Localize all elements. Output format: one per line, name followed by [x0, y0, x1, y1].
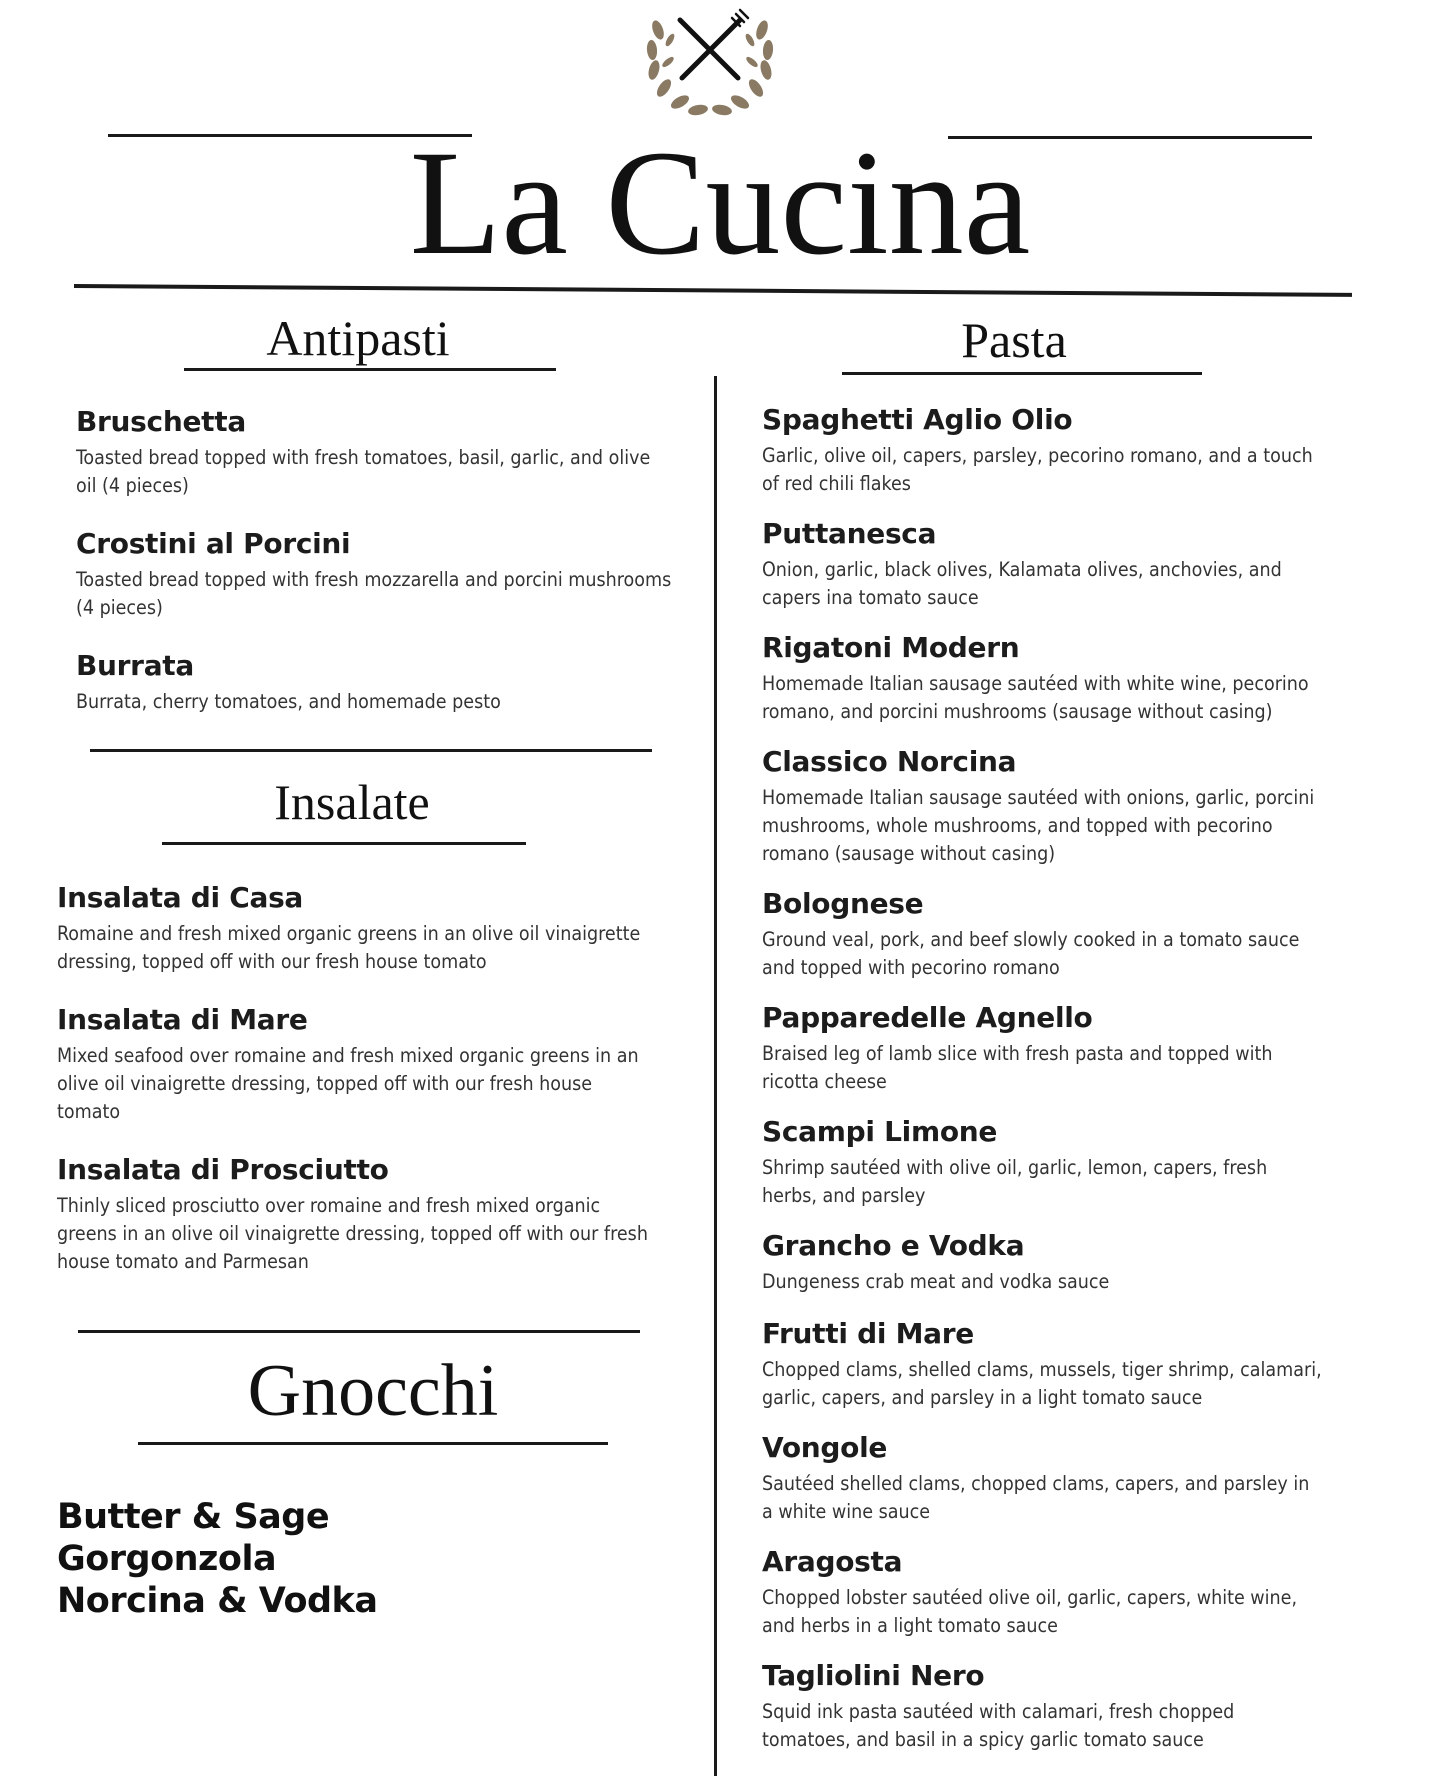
crossed-fork-knife-laurel-icon: [640, 0, 780, 125]
menu-item: [762, 1544, 1322, 1658]
item-name: Papparedelle Agnello: [762, 1001, 1093, 1034]
menu-item: [76, 526, 676, 648]
menu-item: [57, 880, 657, 1002]
item-description: Ground veal, pork, and beef slowly cooked in a tomato sauce and topped with pecorino romano: [762, 928, 1300, 979]
item-description: Homemade Italian sausage sautéed with white wine, pecorino romano, and porcini mushrooms (sausage without casing): [762, 672, 1309, 723]
item-name: Insalata di Casa: [57, 881, 304, 914]
antipasti-list: [76, 404, 676, 716]
menu-item: [762, 1430, 1322, 1544]
item-name: Puttanesca: [762, 517, 937, 550]
antipasti-underline: [184, 368, 556, 371]
item-name: Frutti di Mare: [762, 1317, 974, 1350]
insalate-underline: [162, 842, 526, 845]
menu-item: [762, 1228, 1322, 1316]
item-name: Bruschetta: [76, 405, 246, 438]
menu-item: [762, 402, 1322, 516]
logo: [640, 0, 780, 125]
item-description: Squid ink pasta sautéed with calamari, fresh chopped tomatoes, and basil in a spicy garlic tomato sauce: [762, 1700, 1235, 1751]
item-name: Aragosta: [762, 1545, 903, 1578]
item-description: Homemade Italian sausage sautéed with onions, garlic, porcini mushrooms, whole mushrooms, and topped with pecorino romano (sausage without casing): [762, 786, 1315, 865]
item-name: Classico Norcina: [762, 745, 1017, 778]
menu-item: [76, 404, 676, 526]
item-name: Insalata di Prosciutto: [57, 1153, 389, 1186]
item-name: Rigatoni Modern: [762, 631, 1020, 664]
item-description: Shrimp sautéed with olive oil, garlic, lemon, capers, fresh herbs, and parsley: [762, 1156, 1268, 1207]
item-description: Chopped clams, shelled clams, mussels, tiger shrimp, calamari, garlic, capers, and parsley in a light tomato sauce: [762, 1358, 1322, 1409]
item-name: Bolognese: [762, 887, 924, 920]
item-description: Braised leg of lamb slice with fresh pasta and topped with ricotta cheese: [762, 1042, 1273, 1093]
menu-item: [762, 1000, 1322, 1114]
gnocchi-list: [57, 1496, 657, 1622]
item-description: Sautéed shelled clams, chopped clams, capers, and parsley in a white wine sauce: [762, 1472, 1310, 1523]
menu-item: [76, 648, 676, 716]
section-title-pasta: Pasta: [961, 312, 1067, 368]
item-name: Spaghetti Aglio Olio: [762, 403, 1073, 436]
section-title-insalate: Insalate: [274, 774, 430, 830]
menu-item: [762, 1316, 1322, 1430]
item-description: Mixed seafood over romaine and fresh mixed organic greens in an olive oil vinaigrette dressing, topped off with our fresh house tomato: [57, 1044, 639, 1123]
menu-item: [762, 1658, 1322, 1754]
item-description: Romaine and fresh mixed organic greens in an olive oil vinaigrette dressing, topped off with our fresh house tomato: [57, 922, 641, 973]
restaurant-title: La Cucina: [409, 120, 1031, 286]
section-title-antipasti: Antipasti: [266, 310, 450, 366]
item-description: Toasted bread topped with fresh mozzarella and porcini mushrooms (4 pieces): [76, 568, 672, 619]
item-name: Grancho e Vodka: [762, 1229, 1025, 1262]
item-description: Onion, garlic, black olives, Kalamata olives, anchovies, and capers ina tomato sauce: [762, 558, 1282, 609]
gnocchi-item: Norcina & Vodka: [57, 1581, 378, 1621]
pasta-underline: [842, 372, 1202, 375]
item-description: Thinly sliced prosciutto over romaine and fresh mixed organic greens in an olive oil vinaigrette dressing, topped off with our fresh house tomato and Parmesan: [57, 1194, 648, 1273]
item-description: Chopped lobster sautéed olive oil, garlic, capers, white wine, and herbs in a light tomato sauce: [762, 1586, 1298, 1637]
item-description: Toasted bread topped with fresh tomatoes, basil, garlic, and olive oil (4 pieces): [76, 446, 651, 497]
item-name: Vongole: [762, 1431, 888, 1464]
column-divider: [714, 376, 717, 1776]
insalate-list: [57, 880, 657, 1276]
gnocchi-item: Gorgonzola: [57, 1539, 277, 1579]
gnocchi-item: Butter & Sage: [57, 1497, 330, 1537]
gnocchi-underline: [138, 1442, 608, 1445]
menu-item: [762, 1114, 1322, 1228]
menu-item: [762, 516, 1322, 630]
item-description: Burrata, cherry tomatoes, and homemade pesto: [76, 690, 501, 713]
menu-item: [57, 1152, 657, 1276]
menu-item: [762, 744, 1322, 886]
item-description: Dungeness crab meat and vodka sauce: [762, 1270, 1110, 1293]
item-description: Garlic, olive oil, capers, parsley, pecorino romano, and a touch of red chili flakes: [762, 444, 1313, 495]
pasta-list: [762, 402, 1322, 1754]
item-name: Tagliolini Nero: [762, 1659, 985, 1692]
item-name: Crostini al Porcini: [76, 527, 351, 560]
item-name: Burrata: [76, 649, 194, 682]
item-name: Scampi Limone: [762, 1115, 998, 1148]
menu-item: [762, 886, 1322, 1000]
menu-item: [57, 1002, 657, 1152]
menu-item: [762, 630, 1322, 744]
antipasti-bottom-rule: [90, 749, 652, 752]
item-name: Insalata di Mare: [57, 1003, 308, 1036]
insalate-bottom-rule: [78, 1330, 640, 1333]
section-title-gnocchi: Gnocchi: [247, 1350, 499, 1432]
